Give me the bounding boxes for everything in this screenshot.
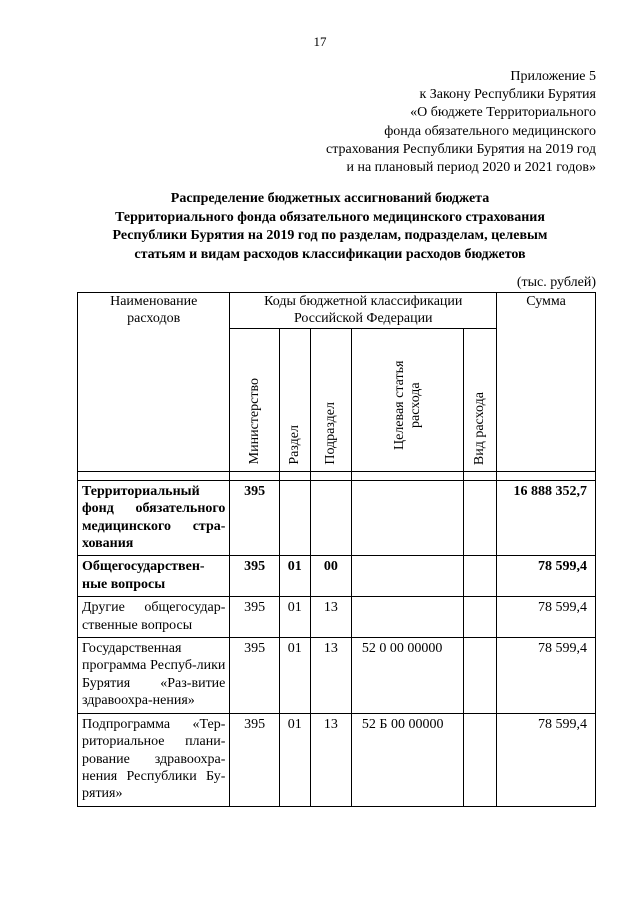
table-row xyxy=(78,480,596,556)
title-line: статьям и видам расходов классификации расходов бюджетов xyxy=(134,246,526,262)
cell-vid xyxy=(464,556,497,597)
table-row xyxy=(78,556,596,597)
table-body xyxy=(78,471,596,806)
cell-name: Общегосударствен-ные вопросы xyxy=(78,556,230,597)
header-podrazdel-cell xyxy=(310,328,351,471)
cell-ministry: 395 xyxy=(230,597,279,638)
cell-name: Государственная программа Респуб-лики Бурятия «Раз-витие здравоохра-нения» xyxy=(78,638,230,714)
header-codes: Коды бюджетной классификации Российской Федерации xyxy=(230,293,497,329)
cell-target: 52 0 00 00000 xyxy=(351,638,463,714)
table-gap-row xyxy=(78,471,596,480)
cell-razdel xyxy=(279,480,310,556)
appendix-line: страхования Республики Бурятия на 2019 год xyxy=(326,141,596,157)
cell-sum: 78 599,4 xyxy=(497,713,596,806)
cell-name: Другие общегосудар-ственные вопросы xyxy=(78,597,230,638)
header-razdel: Раздел xyxy=(287,425,303,465)
header-podrazdel: Подраздел xyxy=(323,402,339,465)
cell-podrazdel: 13 xyxy=(310,713,351,806)
cell-name: Территориальный фонд обязательного медицинского стра-хования xyxy=(78,480,230,556)
title-line: Распределение бюджетных ассигнований бюджета xyxy=(170,191,490,206)
cell-name: Подпрограмма «Тер-риториальное плани-рование здравоохра-нения Республики Бу-рятия» xyxy=(78,713,230,806)
cell-sum: 78 599,4 xyxy=(497,638,596,714)
header-target-cell xyxy=(351,328,463,471)
table-row xyxy=(78,713,596,806)
cell-target xyxy=(351,597,463,638)
appendix-line: к Закону Республики Бурятия xyxy=(419,87,596,103)
cell-vid xyxy=(464,713,497,806)
appendix-line: «О бюджете Территориального xyxy=(410,105,596,121)
cell-vid xyxy=(464,480,497,556)
cell-vid xyxy=(464,638,497,714)
header-razdel-cell xyxy=(279,328,310,471)
title-line: Республики Бурятия на 2019 год по разделам, подразделам, целевым xyxy=(112,228,548,243)
appendix-block xyxy=(326,68,596,177)
cell-target xyxy=(351,480,463,556)
cell-podrazdel: 13 xyxy=(310,638,351,714)
cell-ministry: 395 xyxy=(230,713,279,806)
cell-sum: 78 599,4 xyxy=(497,597,596,638)
cell-target: 52 Б 00 00000 xyxy=(351,713,463,806)
cell-podrazdel xyxy=(310,480,351,556)
title-line: Территориального фонда обязательного медицинского страхования xyxy=(115,209,545,225)
header-vid: Вид расхода xyxy=(472,391,488,465)
cell-ministry: 395 xyxy=(230,480,279,556)
header-ministry: Министерство xyxy=(246,378,262,465)
cell-target xyxy=(351,556,463,597)
cell-razdel: 01 xyxy=(279,556,310,597)
header-sum: Сумма xyxy=(497,293,596,472)
cell-podrazdel: 00 xyxy=(310,556,351,597)
units-label: (тыс. рублей) xyxy=(516,275,596,290)
table-row xyxy=(78,638,596,714)
cell-ministry: 395 xyxy=(230,556,279,597)
header-name: Наименование расходов xyxy=(78,293,230,472)
cell-razdel: 01 xyxy=(279,638,310,714)
cell-razdel: 01 xyxy=(279,713,310,806)
appendix-line: Приложение 5 xyxy=(510,69,596,84)
appendix-line: фонда обязательного медицинского xyxy=(384,123,596,139)
budget-table xyxy=(77,292,596,807)
page-number: 17 xyxy=(313,34,327,49)
cell-ministry: 395 xyxy=(230,638,279,714)
header-vid-cell xyxy=(464,328,497,471)
cell-sum: 16 888 352,7 xyxy=(497,480,596,556)
header-target: Целевая статья расхода xyxy=(391,360,423,450)
table-row xyxy=(78,597,596,638)
cell-podrazdel: 13 xyxy=(310,597,351,638)
cell-razdel: 01 xyxy=(279,597,310,638)
cell-vid xyxy=(464,597,497,638)
cell-sum: 78 599,4 xyxy=(497,556,596,597)
appendix-line: и на плановый период 2020 и 2021 годов» xyxy=(346,160,596,176)
document-title xyxy=(60,190,600,264)
header-ministry-cell xyxy=(230,328,279,471)
